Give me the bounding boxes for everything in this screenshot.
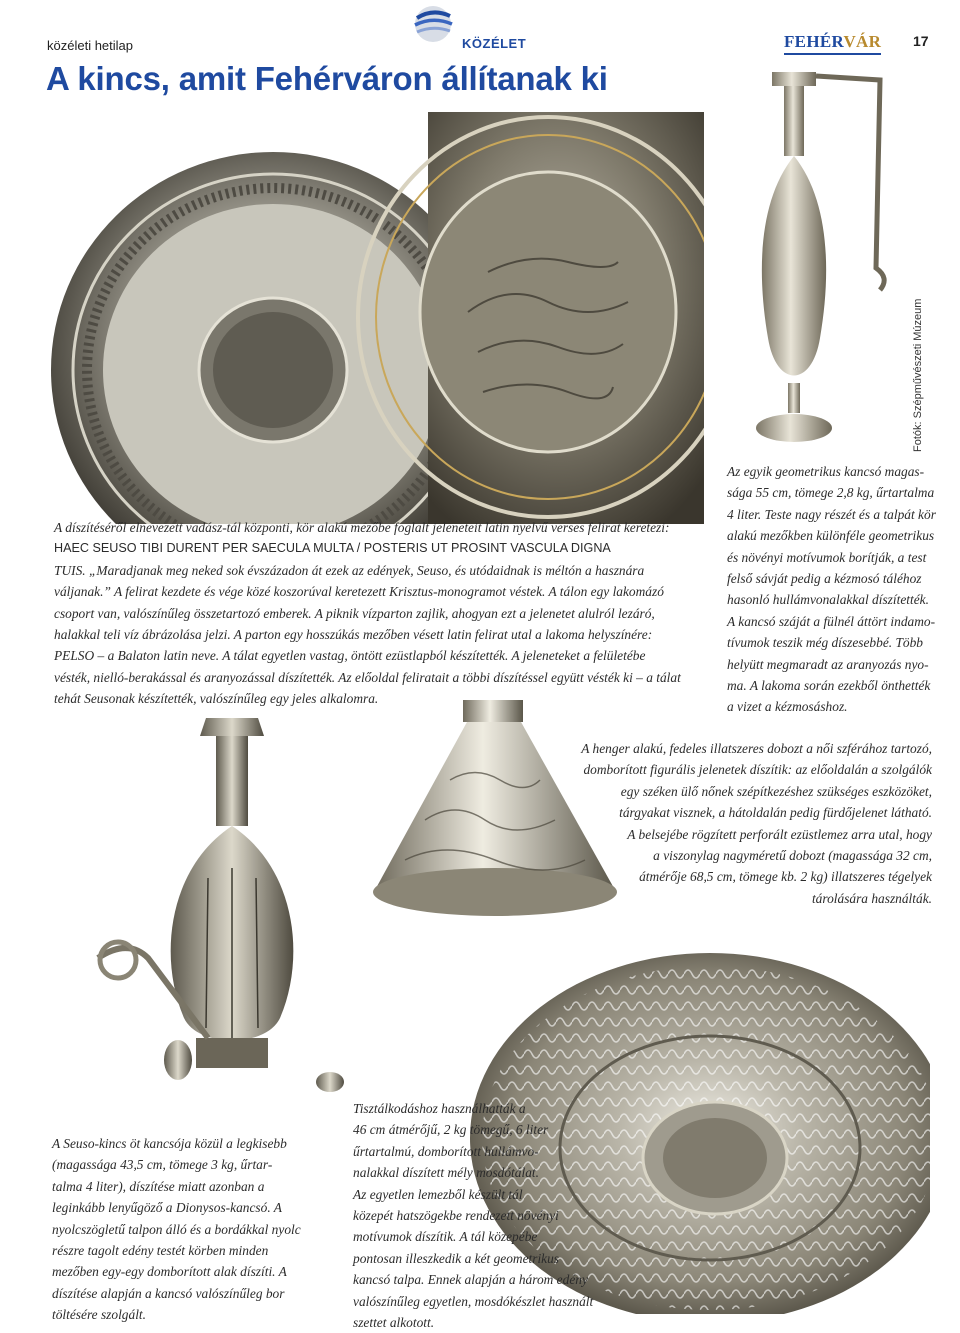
casket-caption-line: domborított figurális jelenetek díszítik: az előoldalán a szolgálók	[583, 762, 932, 778]
basin-caption	[353, 1098, 623, 1333]
ewer-caption-line: A kancsó száját a fülnél áttört indamo-	[727, 613, 936, 629]
brand-logo-part2: VÁR	[843, 32, 882, 51]
plate-caption	[54, 517, 714, 710]
basin-caption-line: Tisztálkodáshoz használhatták a	[353, 1101, 526, 1116]
basin-caption-line: 46 cm átmérőjű, 2 kg tömegű, 6 liter	[353, 1122, 549, 1138]
casket-caption-line: tárgyakat visznek, a hátoldalán pedig fürdőjelenet látható.	[619, 805, 932, 821]
casket-caption-line: A belsejébe rögzített perforált ezüstlemez arra utal, hogy	[627, 826, 932, 842]
plate-caption-line: tehát Seusonak készítették, valószínűleg egy jeles alkalomra.	[54, 691, 379, 707]
plate-caption-line: A díszítéséről elnevezett vadász-tál központi, kör alakú mezőbe foglalt jeleneteit latin nyelvű verses felirat keretezi:	[54, 520, 670, 535]
ewer-caption	[727, 461, 947, 718]
dionysos-caption-line: talma 4 liter), díszítése miatt azonban a	[52, 1178, 265, 1194]
dionysos-caption-line: A Seuso-kincs öt kancsója közül a legkisebb	[52, 1136, 287, 1151]
dionysos-caption-line: leginkább lenyűgöző a Dionysos-kancsó. A	[52, 1200, 282, 1216]
casket-caption-line: átmérője 68,5 cm, tömege kb. 2 kg) illatszeres tégelyek	[639, 869, 932, 885]
casket-caption-line: a viszonylag nagyméretű dobozt (magassága 32 cm,	[653, 848, 932, 864]
ewer-caption-line: ma. A lakoma során ezekből önthették	[727, 678, 931, 694]
ewer-caption-line: alakú mezőkben különféle geometrikus	[727, 528, 935, 544]
basin-caption-line: szettet alkotott.	[353, 1315, 435, 1331]
basin-caption-line: valószínűleg egyetlen, mosdókészlet használt	[353, 1293, 594, 1309]
plate-caption-line: vésték, nielló-berakással és aranyozással díszítették. Az előoldal feliratait a többi díszítéssel együtt vésték ki – a tálat	[54, 669, 681, 685]
ewer-caption-line: 4 liter. Teste nagy részét és a talpát kör	[727, 506, 936, 522]
dionysos-caption-line: (magassága 43,5 cm, tömege 3 kg, űrtar-	[52, 1157, 273, 1173]
plate-caption-line: csoport van, valószínűleg összetartozó emberek. A piknik vízparton zajlik, ahogyan ezt a jelenetet alulról lezáró,	[54, 605, 655, 621]
dionysos-ewer-photo	[88, 708, 358, 1103]
brand-logo	[784, 32, 881, 52]
basin-caption-line: kancsó talpa. Ennek alapján a három edény	[353, 1272, 588, 1288]
ewer-caption-line: felső sávját pedig a kézmosó táléhoz	[727, 571, 922, 587]
dionysos-caption-line: részre tagolt edény testét körben minden	[52, 1243, 269, 1259]
dionysos-caption-line: nyolcszögletű talpon álló és a bordákkal nyolc	[52, 1221, 301, 1237]
ewer-caption-line: helyütt megmaradt az aranyozás nyo-	[727, 656, 929, 672]
dionysos-caption-line: díszítése alapján a kancsó valószínűleg bor	[52, 1285, 285, 1301]
basin-caption-line: pontosan illeszkedik a két geometrikus	[353, 1250, 560, 1266]
globe-logo-icon	[410, 4, 456, 44]
casket-caption-line: egy széken ülő nőnek szépítkezéshez szükséges eszközöket,	[620, 783, 932, 799]
header-left-label: közéleti hetilap	[47, 38, 133, 53]
page-number: 17	[913, 33, 929, 49]
ewer-caption-line: sága 55 cm, tömege 2,8 kg, űrtartalma	[727, 485, 935, 501]
basin-caption-line: nalakkal díszített mély mosdótálat.	[353, 1165, 539, 1181]
ewer-caption-line: hasonló hullámvonalakkal díszítették.	[727, 592, 929, 608]
photo-credit: Fotók: Szépművészeti Múzeum	[912, 298, 924, 452]
ewer-caption-line: és növényi motívumok borítják, a test	[727, 549, 927, 565]
hunting-plate-photo	[48, 112, 704, 524]
basin-caption-line: űrtartalmú, domborított hullámvo-	[353, 1143, 539, 1159]
casket-caption-line: A henger alakú, fedeles illatszeres dobozt a női szférához tartozó,	[581, 741, 932, 756]
plate-caption-line: váljanak.” A felirat kezdete és vége közé koszorúval keretezett Krisztus-monogramot véstek. A tálon egy lakomázó	[54, 584, 664, 600]
basin-caption-line: Az egyetlen lemezből készült tál	[353, 1186, 523, 1202]
plate-caption-inscription: HAEC SEUSO TIBI DURENT PER SAECULA MULTA / POSTERIS UT PROSINT VASCULA DIGNA	[54, 541, 611, 556]
dionysos-caption	[52, 1133, 352, 1326]
ewer-caption-line: Az egyik geometrikus kancsó magas-	[727, 464, 925, 479]
brand-logo-part1: FEHÉR	[784, 32, 844, 51]
section-label: KÖZÉLET	[462, 36, 527, 51]
ewer-caption-line: a vizet a kézmosáshoz.	[727, 699, 848, 715]
plate-caption-line: TUIS. „Maradjanak meg neked sok évszázadon át ezek az edények, Seuso, és utódaidnak is méltón a hasznára	[54, 562, 645, 578]
basin-caption-line: motívumok díszítik. A tál közepébe	[353, 1229, 538, 1245]
dionysos-caption-line: töltésére szolgált.	[52, 1307, 146, 1323]
geometric-ewer-photo	[740, 68, 900, 458]
plate-caption-line: halakkal teli víz ábrázolása jelzi. A parton egy hosszúkás mezőben vésett latin felirat utal a lakoma helyszínére:	[54, 627, 653, 643]
casket-caption-line: tárolására használták.	[811, 890, 932, 906]
dionysos-caption-line: mezőben egy-egy domborított alak díszíti. A	[52, 1264, 287, 1280]
casket-caption	[560, 738, 932, 909]
basin-caption-line: közepét hatszögekbe rendezett növényi	[353, 1208, 559, 1224]
ewer-caption-line: tívumok teszik még díszesebbé. Több	[727, 635, 923, 651]
page-title: A kincs, amit Fehérváron állítanak ki	[46, 60, 608, 97]
plate-caption-line: PELSO – a Balaton latin neve. A tálat egyetlen vastag, öntött ezüstlapból készítették. A jeleneteket a felületébe	[54, 648, 646, 664]
